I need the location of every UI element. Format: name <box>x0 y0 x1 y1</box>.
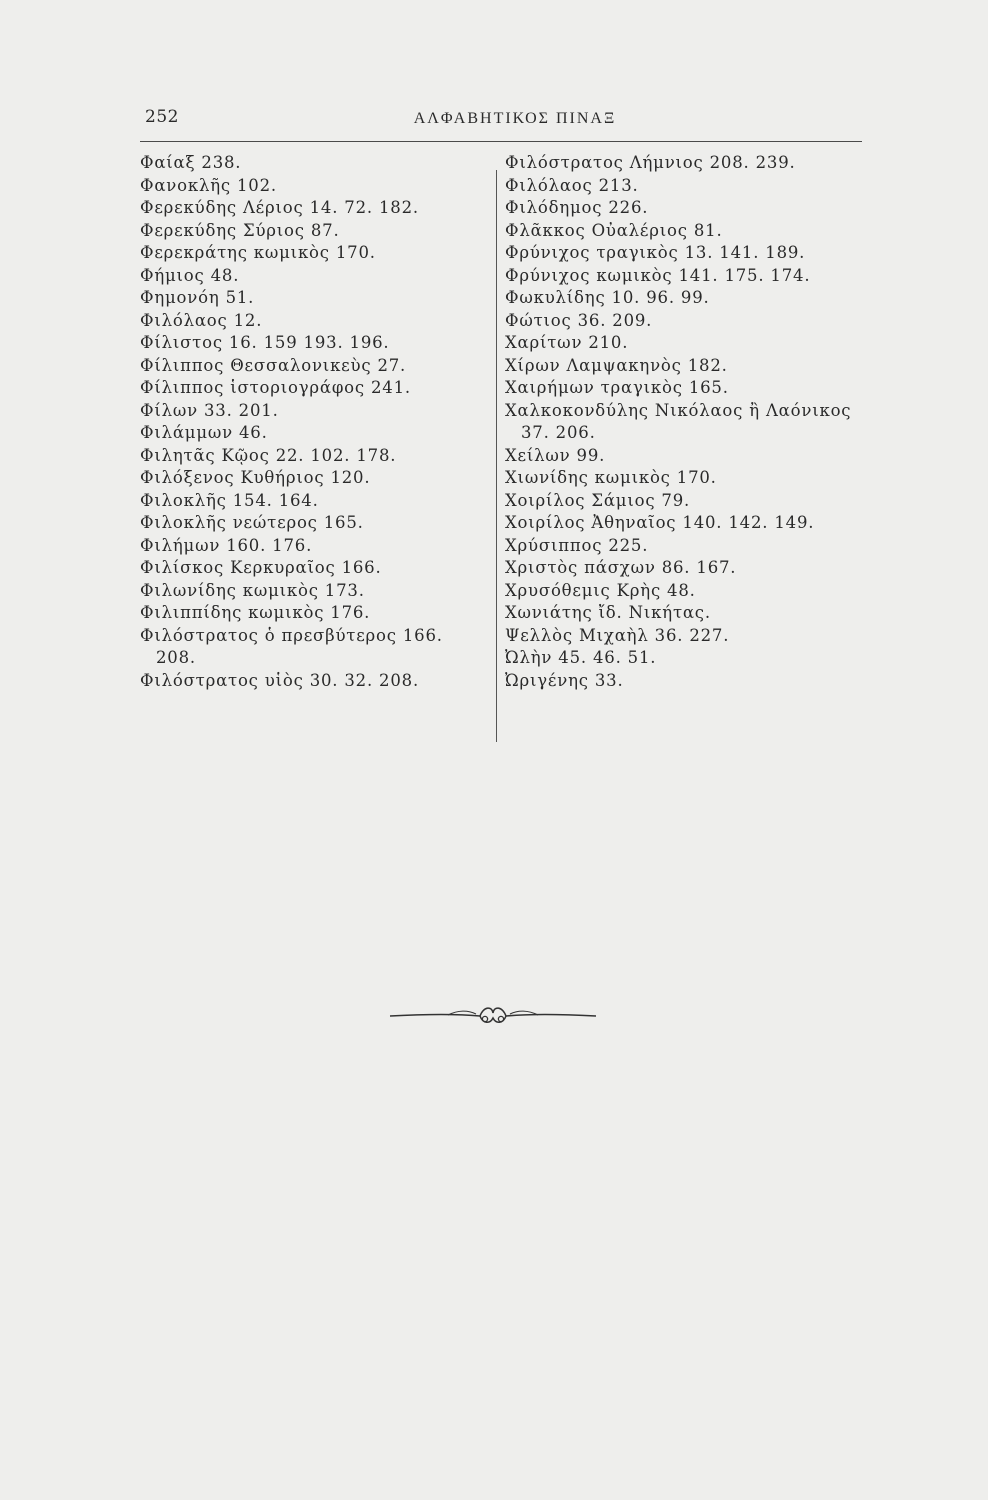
index-entry: Φιλοκλῆς 154. 164. <box>140 490 319 510</box>
index-entry: Χριστὸς πάσχων 86. 167. <box>505 558 737 577</box>
index-entry: Φερεκύδης Λέριος 14. 72. 182. <box>140 198 419 217</box>
index-entry: Ὠλὴν 45. 46. 51. <box>505 648 657 667</box>
index-entry: Φήμιος 48. <box>140 265 240 285</box>
index-entry: Φιλήμων 160. 176. <box>140 535 313 555</box>
index-entry: Χαρίτων 210. <box>505 333 629 352</box>
index-entry: Φιλόλαος 12. <box>140 310 263 330</box>
index-entry: Φιλόστρατος Λήμνιος 208. 239. <box>505 153 796 172</box>
index-entry: Φιλιππίδης κωμικὸς 176. <box>140 603 371 622</box>
index-entry: Ὠριγένης 33. <box>505 670 624 690</box>
index-entry: Φρύνιχος τραγικὸς 13. 141. 189. <box>505 243 806 262</box>
header-rule <box>140 141 862 142</box>
index-entry: Φημονόη 51. <box>140 288 255 307</box>
index-entry: Φιλόστρατος υἱὸς 30. 32. 208. <box>140 670 419 690</box>
ornament-flourish-icon <box>388 1000 598 1030</box>
index-entry: Φανοκλῆς 102. <box>140 175 277 195</box>
index-entry: Φιλόλαος 213. <box>505 175 639 195</box>
index-entry: Χρυσόθεμις Κρὴς 48. <box>505 580 696 600</box>
index-entry: Φερεκράτης κωμικὸς 170. <box>140 243 376 262</box>
index-entry: Φιλητᾶς Κῷος 22. 102. 178. <box>140 445 397 465</box>
index-entry: Φιλόστρατος ὁ πρεσβύτερος 166. <box>140 625 443 645</box>
index-entry: Χωνιάτης ἴδ. Νικήτας. <box>505 603 711 622</box>
page-number: 252 <box>145 107 179 127</box>
index-entry: Φίλων 33. 201. <box>140 400 279 420</box>
index-entry: Φιλάμμων 46. <box>140 423 268 442</box>
index-entry: Φωκυλίδης 10. 96. 99. <box>505 288 710 307</box>
index-entry: Φρύνιχος κωμικὸς 141. 175. 174. <box>505 265 811 285</box>
index-entry: Χαιρήμων τραγικὸς 165. <box>505 378 729 397</box>
index-column-left <box>140 152 495 692</box>
index-entry: Χαλκοκονδύλης Νικόλαος ἢ Λαόνικος <box>505 400 852 420</box>
index-entry: Χίρων Λαμψακηνὸς 182. <box>505 355 728 375</box>
index-entry: Φιλοκλῆς νεώτερος 165. <box>140 513 364 532</box>
index-entry: Ψελλὸς Μιχαὴλ 36. 227. <box>505 625 730 645</box>
index-entry: Χοιρίλος Ἀθηναῖος 140. 142. 149. <box>505 513 815 532</box>
index-entry-continuation: 37. 206. <box>521 423 596 442</box>
index-entry: Φίλιππος Θεσσαλονικεὺς 27. <box>140 355 407 375</box>
index-entry: Φιλωνίδης κωμικὸς 173. <box>140 580 365 600</box>
column-divider <box>496 170 497 742</box>
running-head: ΑΛΦΑΒΗΤΙΚΟΣ ΠΙΝΑΞ <box>413 110 617 127</box>
index-entry: Χοιρίλος Σάμιος 79. <box>505 490 691 510</box>
index-entry: Φλᾶκκος Οὐαλέριος 81. <box>505 220 723 240</box>
index-entry: Χιωνίδης κωμικὸς 170. <box>505 468 717 487</box>
index-entry-continuation: 208. <box>156 648 196 667</box>
index-entry: Χρύσιππος 225. <box>505 535 649 555</box>
index-column-right <box>505 152 875 692</box>
index-entry: Φίλιστος 16. 159 193. 196. <box>140 333 390 352</box>
index-entry: Φιλόδημος 226. <box>505 198 649 217</box>
index-entry: Φίλιππος ἱστοριογράφος 241. <box>140 378 411 397</box>
index-entry: Φώτιος 36. 209. <box>505 310 653 330</box>
index-entry: Χείλων 99. <box>505 445 606 465</box>
index-entry: Φερεκύδης Σύριος 87. <box>140 220 340 240</box>
index-entry: Φιλίσκος Κερκυραῖος 166. <box>140 558 382 577</box>
index-entry: Φαίαξ 238. <box>140 153 242 172</box>
index-entry: Φιλόξενος Κυθήριος 120. <box>140 468 371 487</box>
